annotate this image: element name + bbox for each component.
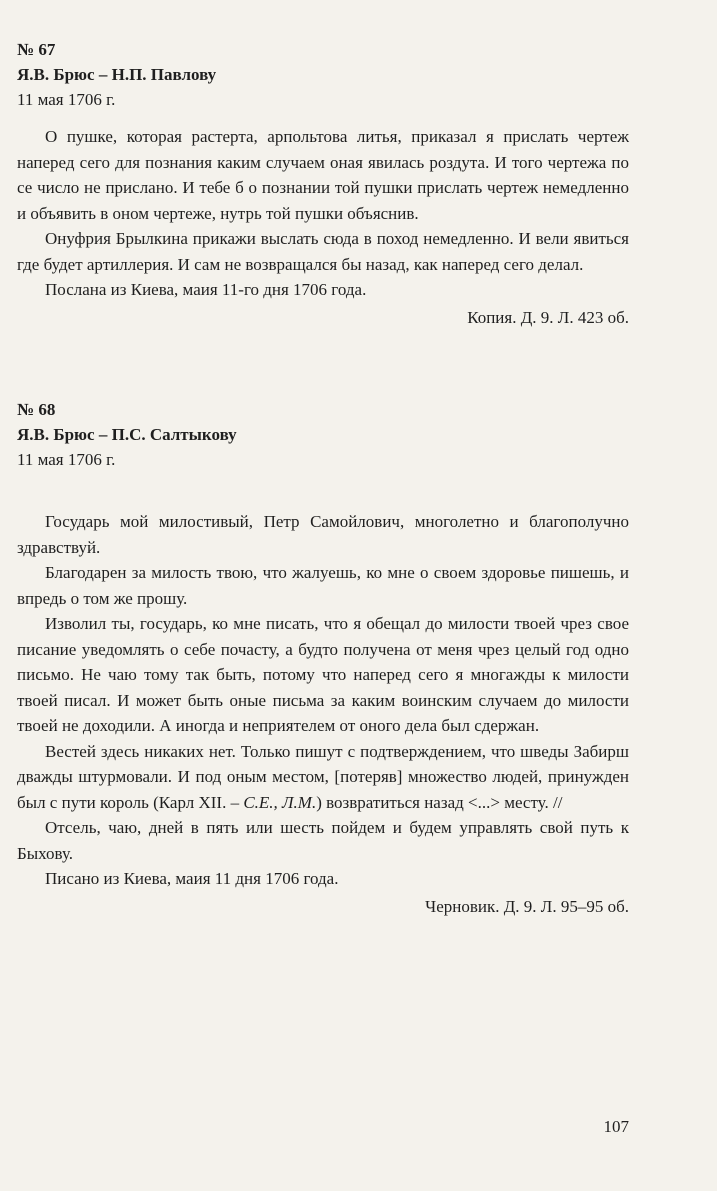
paragraph (17, 739, 629, 816)
paragraph: Государь мой милостивый, Петр Самойлович, многолетно и благополучно здравствуй. (17, 512, 629, 557)
closing-line: Послана из Киева, маия 11-го дня 1706 года. (45, 280, 367, 299)
paragraph-text: ) возвратиться назад <...> месту. // (316, 792, 563, 812)
paragraph-text: Вестей здесь никаких нет. Только пишут с подтверждением, что шведы Забирш дважды штурмовали. И под оным местом, [потеряв] множество людей, принужден был с пути король (Карл XII. – (17, 741, 629, 812)
paragraph: Онуфрия Брылкина прикажи выслать сюда в поход немедленно. И вели явиться где будет артиллерия. И сам не возвращался бы назад, как наперед сего делал. (17, 229, 629, 274)
document-date: 11 мая 1706 г. (17, 90, 116, 109)
page-number: 107 (603, 1117, 629, 1136)
closing-line: Писано из Киева, маия 11 дня 1706 года. (45, 869, 339, 888)
paragraph: О пушке, которая растерта, арпольтова литья, приказал я прислать чертеж наперед сего для познания каким случаем оная явилась роздута. И того чертежа по се число не прислано. И тебе б о познании той пушки прислать чертеж немедленно и объявить в оном чертеже, нутрь той пушки объяснив. (17, 127, 629, 223)
document-68 (17, 397, 629, 920)
document-number: № 67 (17, 40, 56, 59)
document-number: № 68 (17, 400, 56, 419)
paragraph: Отсель, чаю, дней в пять или шесть пойдем и будем управлять свой путь к Быхову. (17, 818, 629, 863)
document-header: Я.В. Брюс – Н.П. Павлову (17, 65, 217, 84)
document-date: 11 мая 1706 г. (17, 450, 116, 469)
source-reference: Копия. Д. 9. Л. 423 об. (467, 307, 629, 327)
paragraph: Благодарен за милость твою, что жалуешь, ко мне о своем здоровье пишешь, и впредь о том же прошу. (17, 563, 629, 608)
editor-initials: С.Е., Л.М. (243, 792, 317, 812)
document-header: Я.В. Брюс – П.С. Салтыкову (17, 425, 237, 444)
paragraph: Изволил ты, государь, ко мне писать, что я обещал до милости твоей чрез свое писание уведомлять о себе почасту, а будто получена от меня чрез целый год одно письмо. Не чаю тому так быть, потому что наперед сего я многажды к милости твоей писал. И может быть оные письма за каким воинским случаем до милости твоей не доходили. А иногда и неприятелем от оного дела был сдержан. (17, 614, 629, 735)
document-67 (17, 37, 629, 331)
source-reference: Черновик. Д. 9. Л. 95–95 об. (425, 896, 629, 916)
